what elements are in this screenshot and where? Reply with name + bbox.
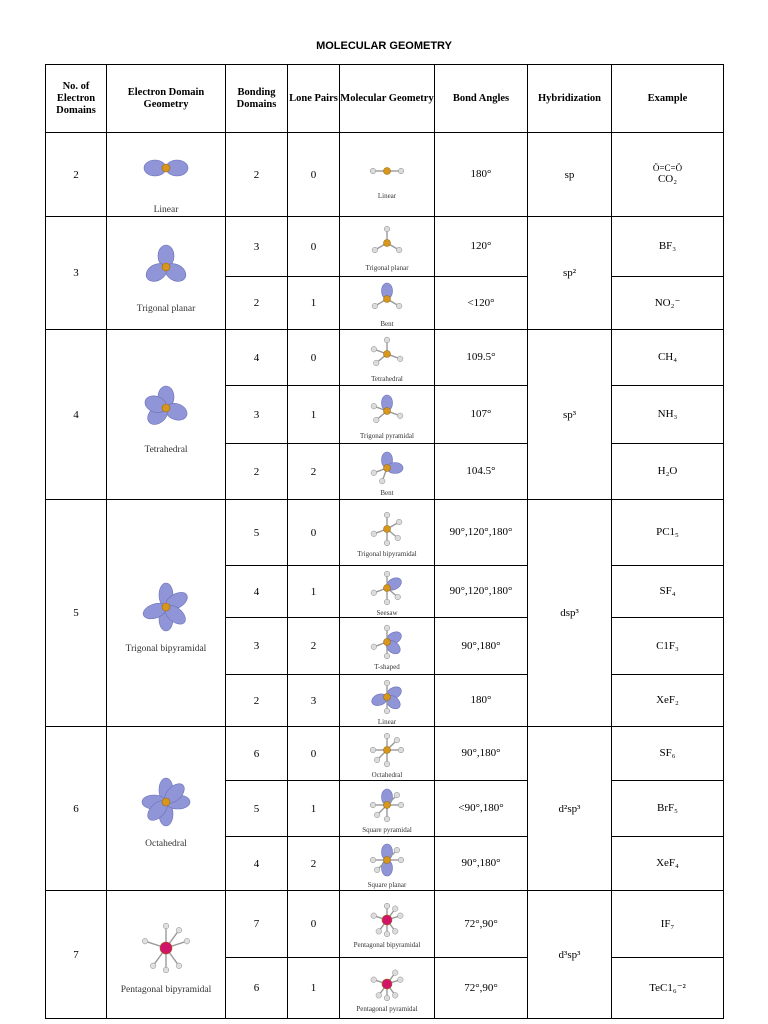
mg-figure xyxy=(340,899,434,949)
mg-label: Square pyramidal xyxy=(362,825,412,834)
example-cell xyxy=(612,891,724,958)
bonding-cell: 3 xyxy=(226,217,288,277)
central-atom xyxy=(384,167,391,174)
bonding-cell: 5 xyxy=(226,500,288,566)
edg-figure xyxy=(107,913,225,996)
hybridization-cell: sp² xyxy=(528,217,612,330)
lone-pairs-cell: 1 xyxy=(288,386,340,444)
example-cell xyxy=(612,837,724,891)
hybridization-cell: sp³ xyxy=(528,330,612,500)
molecular-geometry-figure xyxy=(359,508,415,550)
bond-angles-cell: 109.5° xyxy=(435,330,528,386)
bond-angles-cell: 104.5° xyxy=(435,444,528,500)
central-atom xyxy=(162,798,170,806)
lone-pairs-cell: 0 xyxy=(288,330,340,386)
mg-label: Pentagonal bipyramidal xyxy=(353,941,421,949)
example-formula: SF₄ xyxy=(659,585,676,597)
lone-pairs-cell: 1 xyxy=(288,781,340,837)
mg-figure xyxy=(340,333,434,383)
hybridization-cell: d³sp³ xyxy=(528,891,612,1019)
ligand-atom xyxy=(376,993,382,999)
ligand-atom xyxy=(374,757,380,763)
ligand-atom xyxy=(176,963,182,969)
ligand-atom xyxy=(397,355,403,361)
central-atom xyxy=(384,464,391,471)
mg-figure xyxy=(340,508,434,558)
molecular-geometry-figure xyxy=(359,333,415,375)
bond-angles-cell: 120° xyxy=(435,217,528,277)
edg-cell xyxy=(107,217,226,330)
central-atom xyxy=(384,584,391,591)
molecular-geometry-figure xyxy=(359,839,415,881)
lone-pairs-cell: 3 xyxy=(288,675,340,727)
ligand-atom xyxy=(163,923,169,929)
edg-cell xyxy=(107,330,226,500)
ligand-atom xyxy=(150,963,156,969)
bonding-cell: 4 xyxy=(226,837,288,891)
ligand-atom xyxy=(384,708,390,714)
header-angles: Bond Angles xyxy=(435,65,528,133)
ligand-atom xyxy=(384,931,390,937)
ligand-atom xyxy=(372,247,378,253)
ligand-atom xyxy=(376,929,382,935)
bonding-cell: 2 xyxy=(226,277,288,330)
mg-cell xyxy=(340,837,435,891)
hybridization-cell: dsp³ xyxy=(528,500,612,727)
mg-cell xyxy=(340,277,435,330)
mg-label: T-shaped xyxy=(374,663,400,671)
ligand-atom xyxy=(397,412,403,418)
lone-pairs-cell: 0 xyxy=(288,727,340,781)
lone-pairs-cell: 1 xyxy=(288,277,340,330)
ligand-atom xyxy=(372,303,378,309)
edg-label: Pentagonal bipyramidal xyxy=(120,985,212,995)
mg-label: Trigonal pyramidal xyxy=(360,431,414,440)
edg-figure xyxy=(107,767,225,850)
ligand-atom xyxy=(395,594,401,600)
bond-angles-cell: 180° xyxy=(435,675,528,727)
mg-label: Trigonal planar xyxy=(365,263,409,272)
edg-label: Trigonal bipyramidal xyxy=(125,643,207,654)
header-mg: Molecular Geometry xyxy=(340,65,435,133)
example-formula: NO₂⁻ xyxy=(654,296,681,309)
example-formula: BF₃ xyxy=(658,240,677,252)
central-atom xyxy=(162,603,170,611)
header-example: Example xyxy=(612,65,724,133)
molecular-geometry-figure xyxy=(359,784,415,826)
bond-angles-cell: 180° xyxy=(435,133,528,217)
mg-figure xyxy=(340,839,434,889)
central-atom xyxy=(382,915,392,925)
header-domains: No. of Electron Domains xyxy=(46,65,107,133)
ligand-atom xyxy=(370,747,376,753)
example-cell xyxy=(612,500,724,566)
ligand-atom xyxy=(384,337,390,343)
table-body xyxy=(46,133,724,1019)
example-cell xyxy=(612,958,724,1019)
mg-label: Square planar xyxy=(367,880,407,889)
mg-cell xyxy=(340,133,435,217)
domains-cell: 4 xyxy=(46,330,107,500)
ligand-atom xyxy=(394,792,400,798)
mg-label: Octahedral xyxy=(371,770,403,779)
mg-figure xyxy=(340,390,434,440)
table-row xyxy=(46,500,724,566)
edg-figure xyxy=(107,373,225,456)
header-bonding: Bonding Domains xyxy=(226,65,288,133)
central-atom xyxy=(384,350,391,357)
bonding-cell: 2 xyxy=(226,444,288,500)
ligand-atom xyxy=(370,168,376,174)
mg-cell xyxy=(340,500,435,566)
central-atom xyxy=(162,164,170,172)
bonding-cell: 5 xyxy=(226,781,288,837)
bond-angles-cell: 72°,90° xyxy=(435,891,528,958)
header-edg: Electron Domain Geometry xyxy=(107,65,226,133)
mg-cell xyxy=(340,217,435,277)
lone-pairs-cell: 0 xyxy=(288,217,340,277)
ligand-atom xyxy=(371,644,377,650)
molecular-geometry-figure xyxy=(359,963,415,1005)
example-cell xyxy=(612,618,724,675)
table-row xyxy=(46,133,724,217)
hybridization-cell: d²sp³ xyxy=(528,727,612,891)
table-row xyxy=(46,727,724,781)
bonding-cell: 6 xyxy=(226,727,288,781)
molecular-geometry-figure xyxy=(359,222,415,264)
edg-figure xyxy=(107,232,225,315)
domains-cell: 2 xyxy=(46,133,107,217)
lone-pairs-cell: 2 xyxy=(288,618,340,675)
mg-cell xyxy=(340,386,435,444)
mg-cell xyxy=(340,330,435,386)
bond-angles-cell: 72°,90° xyxy=(435,958,528,1019)
example-cell xyxy=(612,444,724,500)
lone-pairs-cell: 1 xyxy=(288,566,340,618)
mg-label: Linear xyxy=(377,191,397,200)
ligand-atom xyxy=(398,168,404,174)
edg-figure xyxy=(107,572,225,655)
ligand-atom xyxy=(373,417,379,423)
example-cell xyxy=(612,277,724,330)
ligand-atom xyxy=(371,469,377,475)
example-formula: XeF₂ xyxy=(656,694,679,706)
central-atom xyxy=(384,801,391,808)
header-row xyxy=(46,65,724,133)
domains-cell: 5 xyxy=(46,500,107,727)
edg-figure xyxy=(107,133,225,216)
electron-domain-geometry-figure xyxy=(126,572,206,642)
molecular-geometry-figure xyxy=(359,729,415,771)
lone-pairs-cell: 1 xyxy=(288,958,340,1019)
ligand-atom xyxy=(392,906,398,912)
ligand-atom xyxy=(371,346,377,352)
table-row xyxy=(46,891,724,958)
lone-pairs-cell: 0 xyxy=(288,891,340,958)
example-cell xyxy=(612,386,724,444)
domains-cell: 3 xyxy=(46,217,107,330)
ligand-atom xyxy=(392,929,398,935)
central-atom xyxy=(384,639,391,646)
edg-label: Linear xyxy=(153,205,179,215)
ligand-atom xyxy=(392,970,398,976)
domains-cell: 7 xyxy=(46,891,107,1019)
mg-cell xyxy=(340,566,435,618)
mg-cell xyxy=(340,781,435,837)
mg-label: Bent xyxy=(380,320,394,328)
mg-label: Linear xyxy=(377,717,397,726)
ligand-atom xyxy=(370,857,376,863)
ligand-atom xyxy=(396,519,402,525)
ligand-atom xyxy=(384,995,390,1001)
ligand-atom xyxy=(371,403,377,409)
ligand-atom xyxy=(371,913,377,919)
ligand-atom xyxy=(395,535,401,541)
molecular-geometry-figure xyxy=(359,390,415,432)
example-formula: NH₃ xyxy=(657,408,678,420)
mg-cell xyxy=(340,618,435,675)
central-atom xyxy=(160,942,172,954)
mg-figure xyxy=(340,963,434,1013)
example-cell xyxy=(612,566,724,618)
example-formula: XeF₄ xyxy=(656,857,679,869)
bond-angles-cell: 90°,120°,180° xyxy=(435,500,528,566)
header-lone: Lone Pairs xyxy=(288,65,340,133)
ligand-atom xyxy=(384,680,390,686)
central-atom xyxy=(384,239,391,246)
ligand-atom xyxy=(396,303,402,309)
ligand-atom xyxy=(384,540,390,546)
ligand-atom xyxy=(384,761,390,767)
bond-angles-cell: 90°,180° xyxy=(435,618,528,675)
electron-domain-geometry-figure xyxy=(126,373,206,443)
bonding-cell: 4 xyxy=(226,566,288,618)
example-formula: CO₂ xyxy=(657,173,678,185)
edg-label: Tetrahedral xyxy=(144,445,188,455)
central-atom xyxy=(384,525,391,532)
bonding-cell: 4 xyxy=(226,330,288,386)
example-formula: TeC1₆⁻² xyxy=(649,981,686,994)
mg-figure xyxy=(340,222,434,272)
ligand-atom xyxy=(394,737,400,743)
example-formula: IF₇ xyxy=(660,917,675,930)
mg-figure xyxy=(340,278,434,328)
ligand-atom xyxy=(384,816,390,822)
example-formula: PC1₅ xyxy=(656,526,679,538)
central-atom xyxy=(384,746,391,753)
ligand-atom xyxy=(392,993,398,999)
bond-angles-cell: 90°,120°,180° xyxy=(435,566,528,618)
table-row xyxy=(46,217,724,277)
mg-figure xyxy=(340,447,434,497)
ligand-atom xyxy=(398,913,404,919)
ligand-atom xyxy=(176,927,182,933)
ligand-atom xyxy=(384,625,390,631)
hybridization-cell: sp xyxy=(528,133,612,217)
molecular-geometry-figure xyxy=(359,150,415,192)
example-cell xyxy=(612,675,724,727)
example-formula: C1F₃ xyxy=(656,639,679,652)
edg-cell xyxy=(107,500,226,727)
molecular-geometry-figure xyxy=(359,676,415,718)
header-hyb: Hybridization xyxy=(528,65,612,133)
mg-label: Trigonal bipyramidal xyxy=(357,549,417,558)
edg-cell xyxy=(107,727,226,891)
electron-domain-geometry-figure xyxy=(126,133,206,203)
example-cell xyxy=(612,781,724,837)
central-atom xyxy=(162,404,170,412)
ligand-atom xyxy=(142,938,148,944)
ligand-atom xyxy=(163,967,169,973)
mg-figure xyxy=(340,150,434,200)
ligand-atom xyxy=(398,977,404,983)
molecular-geometry-figure xyxy=(359,621,415,663)
example-formula: CH₄ xyxy=(657,351,678,363)
ligand-atom xyxy=(384,903,390,909)
central-atom xyxy=(384,693,391,700)
bonding-cell: 2 xyxy=(226,675,288,727)
example-cell xyxy=(612,727,724,781)
example-cell xyxy=(612,330,724,386)
example-cell xyxy=(612,217,724,277)
molecular-geometry-figure xyxy=(359,899,415,941)
bonding-cell: 2 xyxy=(226,133,288,217)
lone-pairs-cell: 0 xyxy=(288,133,340,217)
electron-domain-geometry-figure xyxy=(126,913,206,983)
ligand-atom xyxy=(374,867,380,873)
mg-cell xyxy=(340,444,435,500)
mg-cell xyxy=(340,958,435,1019)
edg-label: Trigonal planar xyxy=(136,303,196,314)
molecular-geometry-figure xyxy=(359,567,415,609)
electron-domain-geometry-figure xyxy=(126,232,206,302)
lewis-structure: Ö=C=Ö xyxy=(652,163,683,173)
example-formula: BrF₅ xyxy=(657,802,678,814)
central-atom xyxy=(384,856,391,863)
central-atom xyxy=(384,407,391,414)
bonding-cell: 3 xyxy=(226,386,288,444)
ligand-atom xyxy=(398,857,404,863)
mg-cell xyxy=(340,727,435,781)
mg-figure xyxy=(340,729,434,779)
ligand-atom xyxy=(394,847,400,853)
ligand-atom xyxy=(371,977,377,983)
table-row xyxy=(46,330,724,386)
central-atom xyxy=(384,296,391,303)
ligand-atom xyxy=(384,512,390,518)
edg-cell xyxy=(107,133,226,217)
ligand-atom xyxy=(384,571,390,577)
mg-figure xyxy=(340,621,434,671)
molecular-geometry-figure xyxy=(359,447,415,489)
mg-figure xyxy=(340,567,434,617)
bond-angles-cell: 90°,180° xyxy=(435,727,528,781)
bond-angles-cell: <120° xyxy=(435,277,528,330)
mg-label: Pentagonal pyramidal xyxy=(356,1005,418,1013)
ligand-atom xyxy=(371,589,377,595)
mg-cell xyxy=(340,675,435,727)
lone-pairs-cell: 2 xyxy=(288,444,340,500)
ligand-atom xyxy=(371,530,377,536)
bonding-cell: 7 xyxy=(226,891,288,958)
edg-label: Octahedral xyxy=(145,839,187,849)
electron-domain-geometry-figure xyxy=(126,767,206,837)
ligand-atom xyxy=(398,747,404,753)
mg-label: Tetrahedral xyxy=(371,374,403,383)
lone-pairs-cell: 0 xyxy=(288,500,340,566)
ligand-atom xyxy=(396,247,402,253)
ligand-atom xyxy=(398,802,404,808)
domains-cell: 6 xyxy=(46,727,107,891)
example-formula: H₂O xyxy=(657,465,678,477)
ligand-atom xyxy=(384,226,390,232)
ligand-atom xyxy=(384,599,390,605)
molecular-geometry-table xyxy=(45,64,724,1019)
mg-figure xyxy=(340,676,434,726)
mg-figure xyxy=(340,784,434,834)
ligand-atom xyxy=(373,360,379,366)
ligand-atom xyxy=(384,653,390,659)
mg-label: Seesaw xyxy=(376,608,398,617)
central-atom xyxy=(162,263,170,271)
ligand-atom xyxy=(184,938,190,944)
bonding-cell: 6 xyxy=(226,958,288,1019)
mg-label: Bent xyxy=(380,488,394,497)
mg-cell xyxy=(340,891,435,958)
bond-angles-cell: 90°,180° xyxy=(435,837,528,891)
example-formula: SF₆ xyxy=(659,747,676,759)
page-title: MOLECULAR GEOMETRY xyxy=(316,40,452,52)
example-cell xyxy=(612,133,724,217)
edg-cell xyxy=(107,891,226,1019)
molecular-geometry-figure xyxy=(359,278,415,320)
central-atom xyxy=(382,979,392,989)
bond-angles-cell: <90°,180° xyxy=(435,781,528,837)
ligand-atom xyxy=(379,478,385,484)
ligand-atom xyxy=(384,733,390,739)
ligand-atom xyxy=(374,812,380,818)
lone-pairs-cell: 2 xyxy=(288,837,340,891)
bonding-cell: 3 xyxy=(226,618,288,675)
bond-angles-cell: 107° xyxy=(435,386,528,444)
ligand-atom xyxy=(370,802,376,808)
